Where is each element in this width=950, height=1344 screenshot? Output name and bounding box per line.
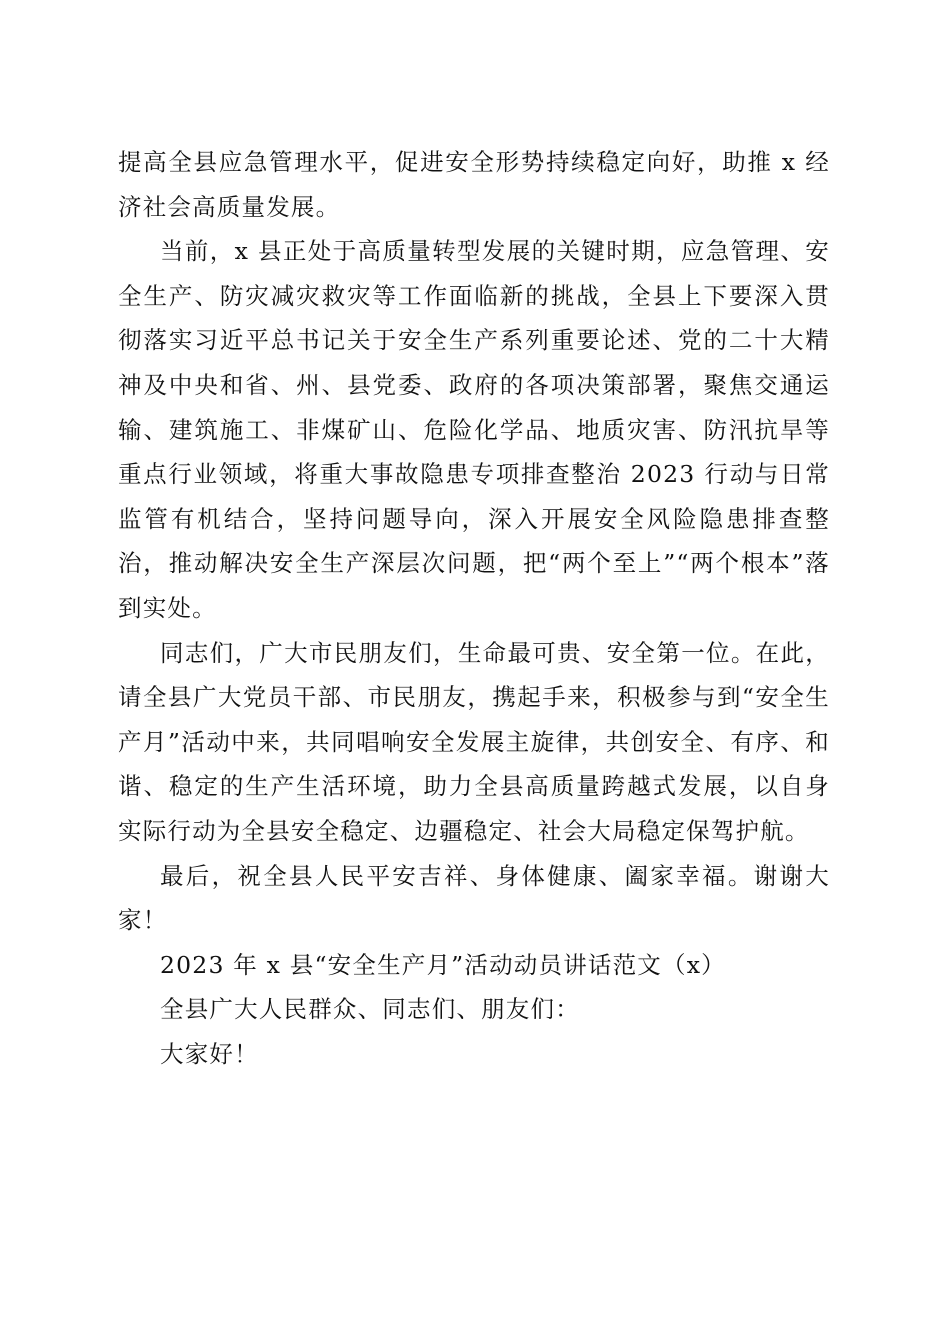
paragraph-continuation: 提高全县应急管理水平，促进安全形势持续稳定向好，助推 x 经济社会高质量发展。 [118,148,830,221]
paragraph-current-situation: 当前，x 县正处于高质量转型发展的关键时期，应急管理、安全生产、防灾减灾救灾等工作面临新的挑战，全县上下要深入贯彻落实习近平总书记关于安全生产系列重要论述、党的二十大精神及中央和省、州、县党委、政府的各项决策部署，聚焦交通运输、建筑施工、非煤矿山、危险化学品、地质灾害、防汛抗旱等重点行业领域，将重大事故隐患专项排查整治 2023 行动与日常监管有机结合，坚持问题导向，深入开展安全风险隐患排查整治，推动解决安全生产深层次问题，把“两个至上”“两个根本”落到实处。 [118,237,830,622]
salutation: 全县广大人民群众、同志们、朋友们： [160,995,580,1024]
section-title: 2023 年 x 县“安全生产月”活动动员讲话范文（x） [160,950,726,979]
document-body [118,140,830,1076]
greeting: 大家好！ [160,1039,259,1068]
paragraph-closing: 最后，祝全县人民平安吉祥、身体健康、阖家幸福。谢谢大家！ [118,861,830,935]
paragraph-call-to-action: 同志们，广大市民朋友们，生命最可贵、安全第一位。在此，请全县广大党员干部、市民朋友，携起手来，积极参与到“安全生产月”活动中来，共同唱响安全发展主旋律，共创安全、有序、和谐、稳定的生产生活环境，助力全县高质量跨越式发展，以自身实际行动为全县安全稳定、边疆稳定、社会大局稳定保驾护航。 [118,638,830,845]
